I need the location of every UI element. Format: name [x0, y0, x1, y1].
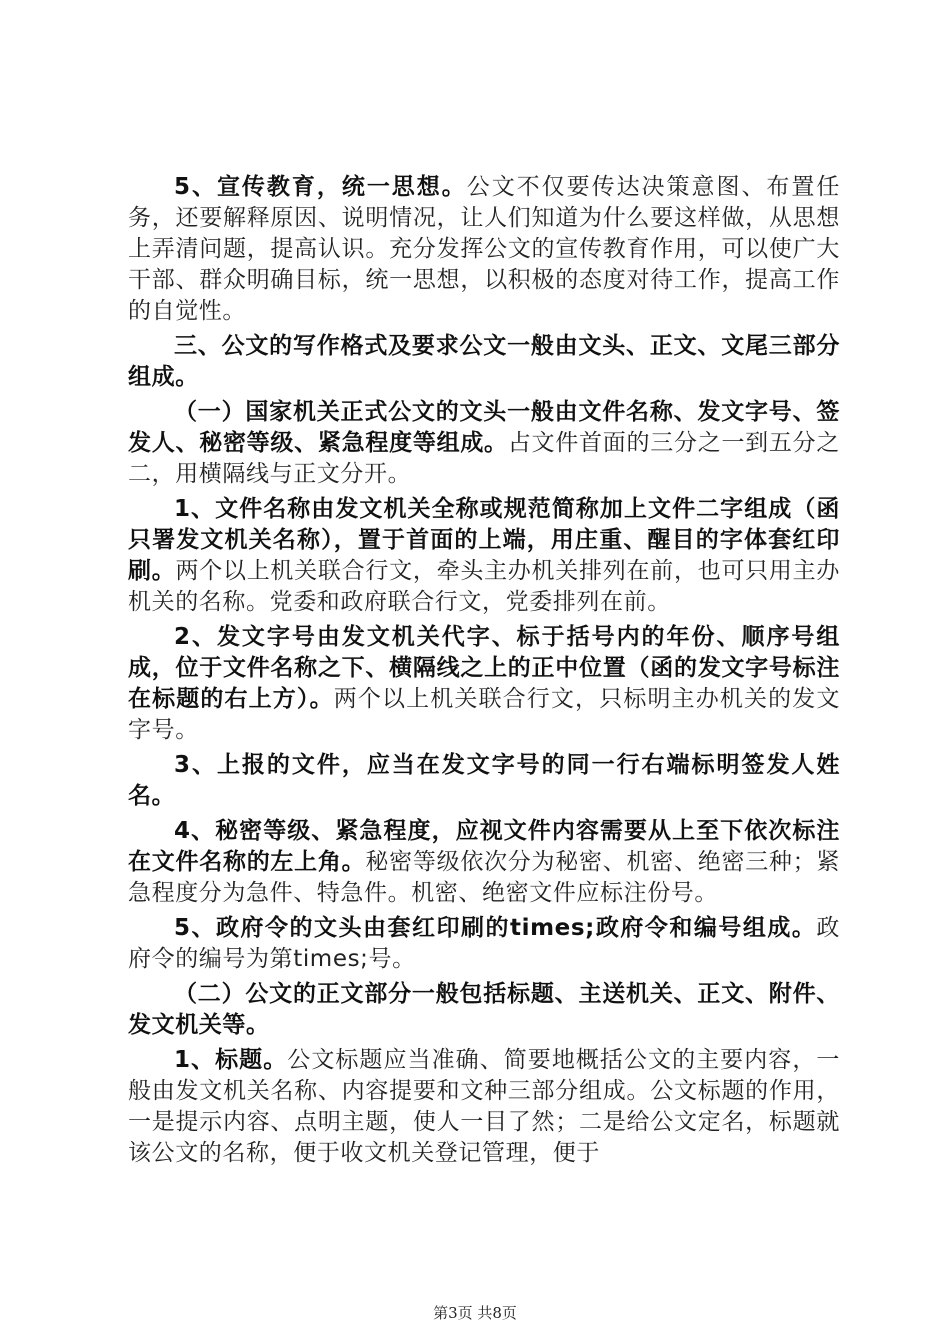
- page-footer: 第3页 共8页: [433, 1304, 517, 1322]
- paragraph-3: （一）国家机关正式公文的文头一般由文件名称、发文字号、签发人、秘密等级、紧急程度等组成。占文件首面的三分之一到五分之二，用横隔线与正文分开。: [128, 399, 840, 487]
- paragraph-9: （二）公文的正文部分一般包括标题、主送机关、正文、附件、发文机关等。: [128, 981, 840, 1038]
- paragraph-6: 3、上报的文件，应当在发文字号的同一行右端标明签发人姓名。: [128, 752, 840, 809]
- paragraph-5: 2、发文字号由发文机关代字、标于括号内的年份、顺序号组成，位于文件名称之下、横隔线之上的正中位置（函的发文字号标注在标题的右上方）。两个以上机关联合行文，只标明主办机关的发文字号。: [128, 624, 840, 743]
- paragraph-10: 1、标题。公文标题应当准确、简要地概括公文的主要内容，一般由发文机关名称、内容提要和文种三部分组成。公文标题的作用，一是提示内容、点明主题，使人一目了然；二是给公文定名，标题就该公文的名称，便于收文机关登记管理，便于: [128, 1047, 840, 1166]
- paragraph-4: 1、文件名称由发文机关全称或规范简称加上文件二字组成（函只署发文机关名称），置于首面的上端，用庄重、醒目的字体套红印刷。两个以上机关联合行文，牵头主办机关排列在前，也可只用主办机关的名称。党委和政府联合行文，党委排列在前。: [128, 496, 840, 615]
- document-body: [128, 172, 840, 1173]
- paragraph-7: 4、秘密等级、紧急程度，应视文件内容需要从上至下依次标注在文件名称的左上角。秘密等级依次分为秘密、机密、绝密三种；紧急程度分为急件、特急件。机密、绝密文件应标注份号。: [128, 818, 841, 906]
- paragraph-8: 5、政府令的文头由套红印刷的times;政府令和编号组成。政府令的编号为第times;号。: [128, 915, 840, 972]
- paragraph-1: 5、宣传教育，统一思想。公文不仅要传达决策意图、布置任务，还要解释原因、说明情况，让人们知道为什么要这样做，从思想上弄清问题，提高认识。充分发挥公文的宣传教育作用，可以使广大干部、群众明确目标，统一思想，以积极的态度对待工作，提高工作的自觉性。: [128, 174, 840, 324]
- paragraph-2: 三、公文的写作格式及要求公文一般由文头、正文、文尾三部分组成。: [128, 333, 840, 390]
